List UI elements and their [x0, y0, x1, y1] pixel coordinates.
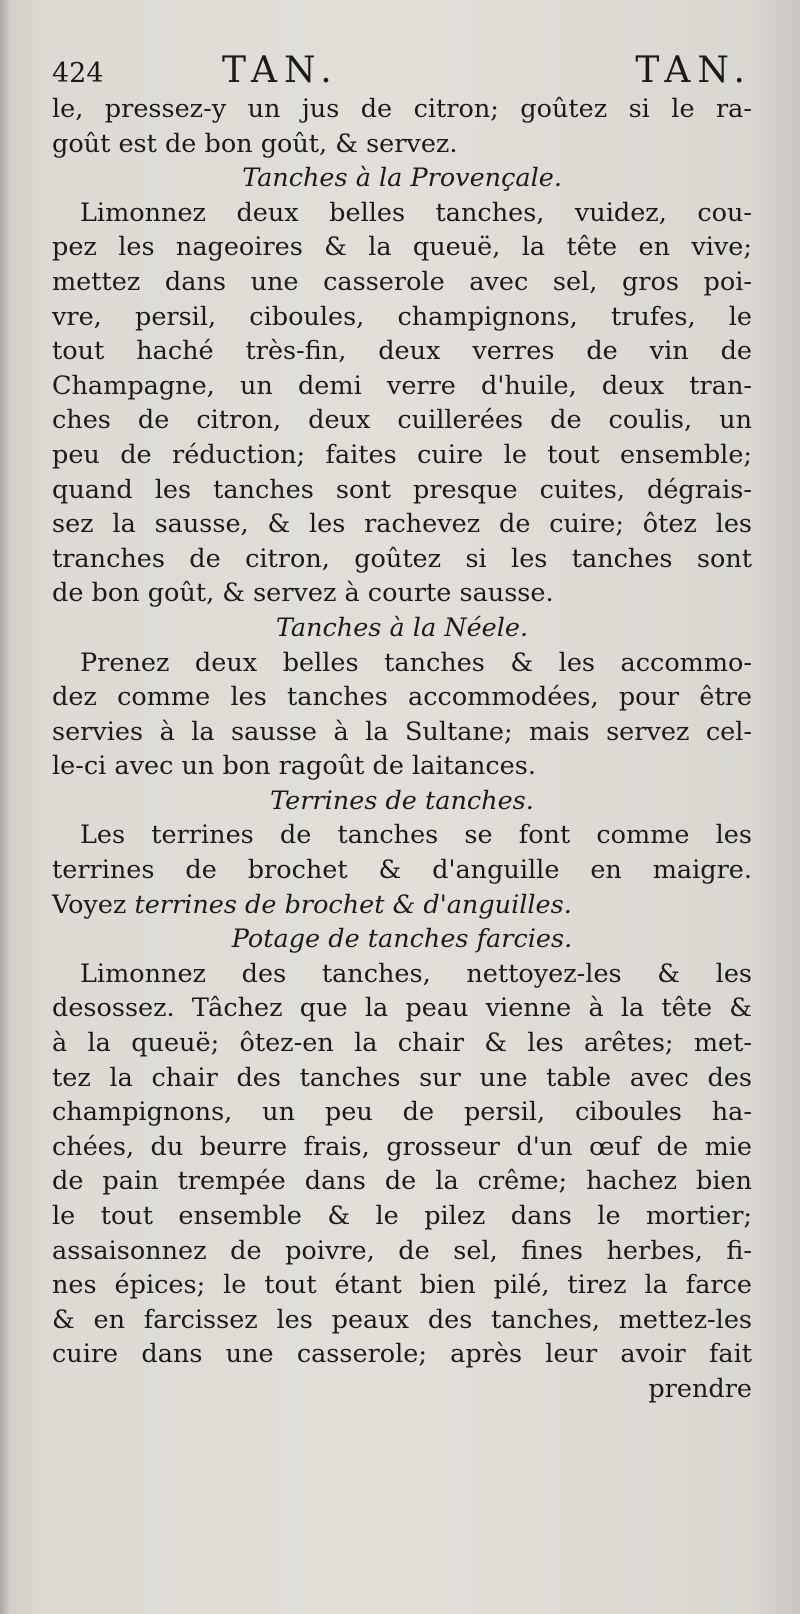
text-line: dez comme les tanches accommodées, pour être	[52, 682, 752, 713]
text-line: assaisonnez de poivre, de sel, fines herbes, fi-	[52, 1235, 752, 1266]
text-line: goût est de bon goût, & servez.	[52, 128, 458, 159]
text-line: servies à la sausse à la Sultane; mais servez cel-	[52, 716, 752, 747]
text-line: Limonnez deux belles tanches, vuidez, cou-	[80, 197, 752, 228]
text-line: le-ci avec un bon ragoût de laitances.	[52, 751, 536, 782]
text-line: pez les nageoires & la queuë, la tête en vive;	[52, 232, 752, 263]
page-number: 424	[52, 58, 104, 89]
text-line: desossez. Tâchez que la peau vienne à la tête &	[52, 993, 752, 1024]
see-also-prefix: Voyez	[52, 889, 135, 920]
text-line: sez la sausse, & les rachevez de cuire; ôtez les	[52, 509, 752, 540]
text-line: Champagne, un demi verre d'huile, deux tran-	[52, 370, 752, 401]
recipe-title: Tanches à la Provençale.	[242, 163, 562, 194]
text-line: tranches de citron, goûtez si les tanches sont	[52, 543, 752, 574]
text-line: Prenez deux belles tanches & les accommo-	[80, 647, 752, 678]
text-line: quand les tanches sont presque cuites, dégrais-	[52, 474, 752, 505]
text-line: chées, du beurre frais, grosseur d'un œuf de mie	[52, 1131, 752, 1162]
text-line: Les terrines de tanches se font comme les	[80, 820, 752, 851]
recipe-title: Potage de tanches farcies.	[231, 924, 573, 955]
text-line: & en farcissez les peaux des tanches, mettez-les	[52, 1304, 752, 1335]
text-line: tez la chair des tanches sur une table avec des	[52, 1062, 752, 1093]
text-line: cuire dans une casserole; après leur avoir fait	[52, 1339, 752, 1370]
text-line: ches de citron, deux cuillerées de coulis, un	[52, 405, 752, 436]
running-head-left: TAN.	[222, 50, 339, 91]
text-line: le tout ensemble & le pilez dans le mortier;	[52, 1201, 752, 1231]
recipe-title: Terrines de tanches.	[270, 785, 534, 816]
text-line: terrines de brochet & d'anguille en maigre.	[52, 855, 752, 886]
text-line: vre, persil, ciboules, champignons, trufes, le	[52, 301, 752, 332]
see-also-line	[52, 888, 752, 923]
text-block	[52, 50, 752, 1407]
text-line: à la queuë; ôtez-en la chair & les arêtes; met-	[52, 1028, 752, 1059]
text-line: nes épices; le tout étant bien pilé, tirez la farce	[52, 1270, 752, 1301]
text-line: champignons, un peu de persil, ciboules ha-	[52, 1097, 752, 1128]
text-line: de bon goût, & servez à courte sausse.	[52, 578, 554, 609]
text-line: de pain trempée dans de la crême; hachez bien	[52, 1166, 752, 1197]
text-line: peu de réduction; faites cuire le tout ensemble;	[52, 439, 752, 470]
text-line: le, pressez-y un jus de citron; goûtez si le ra-	[52, 94, 752, 124]
gutter-shadow	[0, 0, 10, 1614]
see-also-reference: terrines de brochet & d'anguilles.	[134, 889, 572, 920]
catchword: prendre	[648, 1373, 752, 1404]
text-line: mettez dans une casserole avec sel, gros poi-	[52, 266, 752, 297]
text-line: tout haché très-fin, deux verres de vin de	[52, 336, 752, 367]
text-line: Limonnez des tanches, nettoyez-les & les	[80, 958, 752, 989]
page-header	[52, 50, 752, 92]
recipe-title: Tanches à la Néele.	[275, 612, 529, 643]
running-head-right: TAN.	[635, 50, 752, 91]
